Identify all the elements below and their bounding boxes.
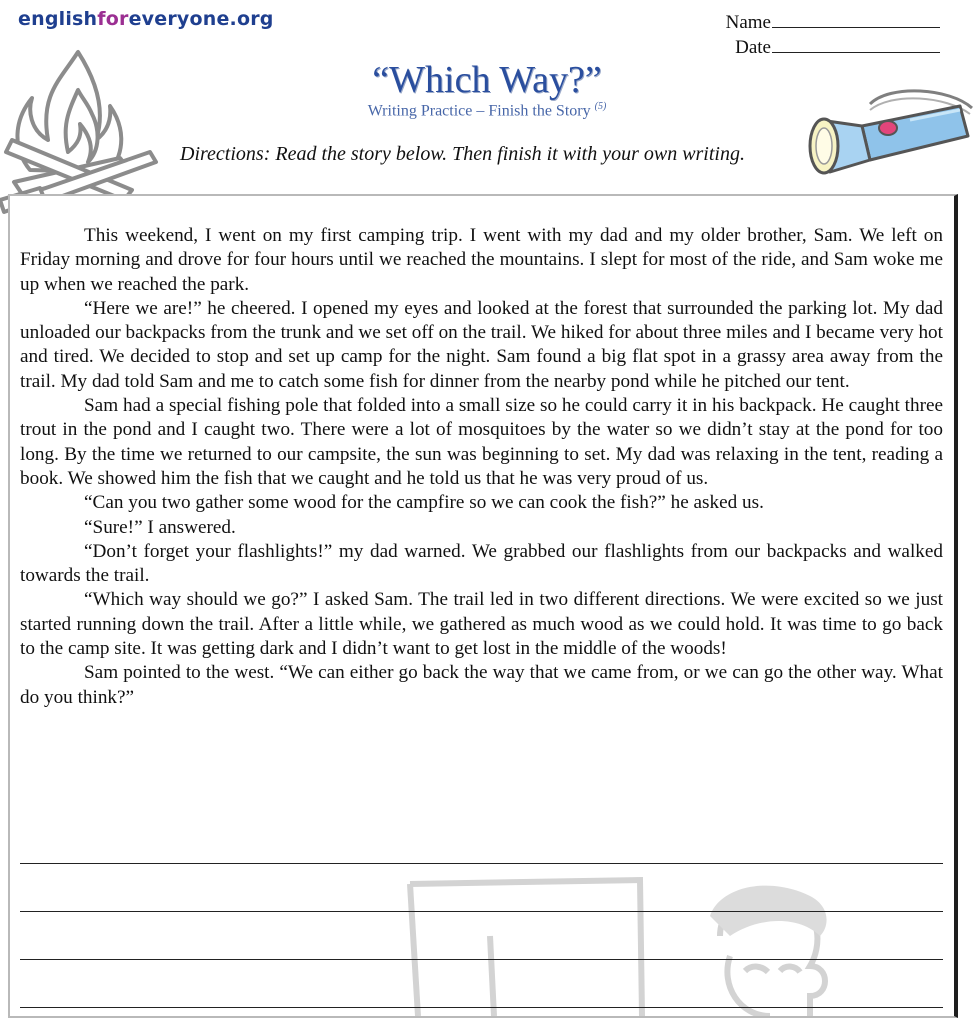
writing-line[interactable] bbox=[20, 816, 943, 864]
story-paragraph: Sam had a special fishing pole that folded into a small size so he could carry it in his backpack. He caught three trout in the pond and I caught two. There were a lot of mosquitoes by the water so we didn’t stay at the pond for too long. By the time we returned to our campsite, the sun was beginning to set. My dad was relaxing in the tent, reading a book. We showed him the fish that we caught and he told us that he was very proud of us. bbox=[20, 395, 943, 489]
story-paragraph: “Don’t forget your flashlights!” my dad warned. We grabbed our flashlights from our backpacks and walked towards the trail. bbox=[20, 540, 943, 587]
subtitle-text: Writing Practice – Finish the Story bbox=[367, 102, 591, 120]
date-input-line[interactable] bbox=[772, 35, 940, 53]
name-label: Name bbox=[725, 12, 771, 33]
writing-line[interactable] bbox=[20, 864, 943, 912]
story-paragraph: This weekend, I went on my first camping trip. I went with my dad and my older brother, Sam. We left on Friday morning and drove for four hours until we reached the mountains. I slept for most of the ride, and Sam woke me up when we reached the park. bbox=[20, 225, 943, 295]
site-logo-part1: english bbox=[18, 8, 98, 30]
page-title: “Which Way?” bbox=[372, 59, 602, 101]
story-paragraph: “Which way should we go?” I asked Sam. The trail led in two different directions. We were excited so we just started running down the trail. After a little while, we gathered as much wood as we could hold. It was time to go back to the camp site. It was getting dark and I didn’t want to get lost in the middle of the woods! bbox=[20, 589, 943, 660]
name-date-fields bbox=[726, 10, 940, 60]
story-text bbox=[20, 224, 943, 710]
writing-lines bbox=[20, 816, 943, 1008]
story-paragraph: “Here we are!” he cheered. I opened my eyes and looked at the forest that surrounded the parking lot. My dad unloaded our backpacks from the trunk and we set off on the trail. We hiked for about three miles and I became very hot and tired. We decided to stop and set up camp for the night. Sam found a big flat spot in a grassy area away from the trail. My dad told Sam and me to catch some fish for dinner from the nearby pond while he pitched our tent. bbox=[20, 297, 943, 392]
writing-line[interactable] bbox=[20, 912, 943, 960]
date-label: Date bbox=[735, 37, 771, 58]
story-paragraph: “Sure!” I answered. bbox=[84, 516, 236, 538]
name-input-line[interactable] bbox=[772, 10, 940, 28]
site-logo-part3: everyone.org bbox=[128, 8, 274, 30]
story-paragraph: “Can you two gather some wood for the campfire so we can cook the fish?” he asked us. bbox=[84, 492, 764, 514]
story-paragraph: Sam pointed to the west. “We can either go back the way that we came from, or we can go the other way. What do you think?” bbox=[20, 662, 943, 708]
site-logo-part2: for bbox=[97, 8, 129, 30]
site-logo bbox=[18, 8, 274, 30]
directions-text: Directions: Read the story below. Then finish it with your own writing. bbox=[180, 143, 745, 165]
story-box bbox=[8, 194, 958, 1018]
subtitle-level: (5) bbox=[594, 101, 607, 112]
flashlight-icon bbox=[800, 86, 974, 182]
